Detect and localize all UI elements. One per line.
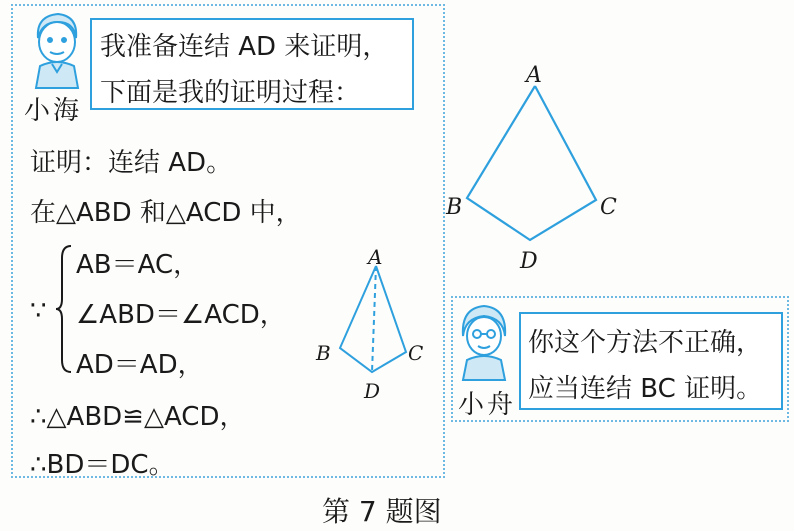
proof-line-4: ∴BD＝DC。 — [30, 450, 175, 480]
xiaohai-bubble-text-1: 我准备连结 AD 来证明， — [100, 32, 389, 62]
brace-line-1: AB＝AC， — [76, 250, 200, 280]
figure-caption: 第 7 题图 — [322, 495, 442, 528]
proof-line-1: 证明：连结 AD。 — [30, 148, 233, 178]
main-label-a: A — [526, 63, 542, 88]
small-kite-dashed-ad — [372, 266, 376, 372]
xiaohai-bubble-text-2: 下面是我的证明过程： — [100, 78, 361, 108]
xiaozhou-bubble-line-2: 应当连结 BC 证明。 — [528, 374, 763, 404]
small-label-d: D — [364, 379, 381, 403]
main-kite-outline — [467, 86, 596, 240]
xiaozhou-bubble-line-1: 你这个方法不正确， — [528, 328, 763, 358]
small-label-c: C — [408, 341, 424, 365]
because-symbol: ∵ — [30, 296, 47, 326]
left-brace-icon — [56, 244, 74, 374]
proof-line-3: ∴△ABD≌△ACD， — [30, 402, 246, 432]
main-label-c: C — [600, 195, 617, 220]
brace-line-2: ∠ABD＝∠ACD， — [76, 300, 286, 330]
main-kite-diagram — [440, 60, 630, 280]
main-label-b: B — [446, 195, 463, 220]
small-label-b: B — [316, 341, 331, 365]
girl-avatar-icon — [455, 300, 513, 382]
brace-line-3: AD＝AD， — [76, 350, 204, 380]
proof-line-2: 在△ABD 和△ACD 中， — [30, 198, 302, 228]
xiaohai-bubble-line-1 — [100, 26, 388, 63]
main-label-d: D — [520, 249, 538, 274]
boy-avatar-icon — [28, 8, 86, 90]
xiaohai-bubble-line-2 — [100, 72, 360, 109]
small-kite-diagram — [310, 248, 434, 408]
small-label-a: A — [368, 248, 383, 269]
speaker-name-xiaohai: 小海 — [24, 96, 83, 126]
speaker-name-xiaozhou: 小舟 — [458, 390, 517, 420]
